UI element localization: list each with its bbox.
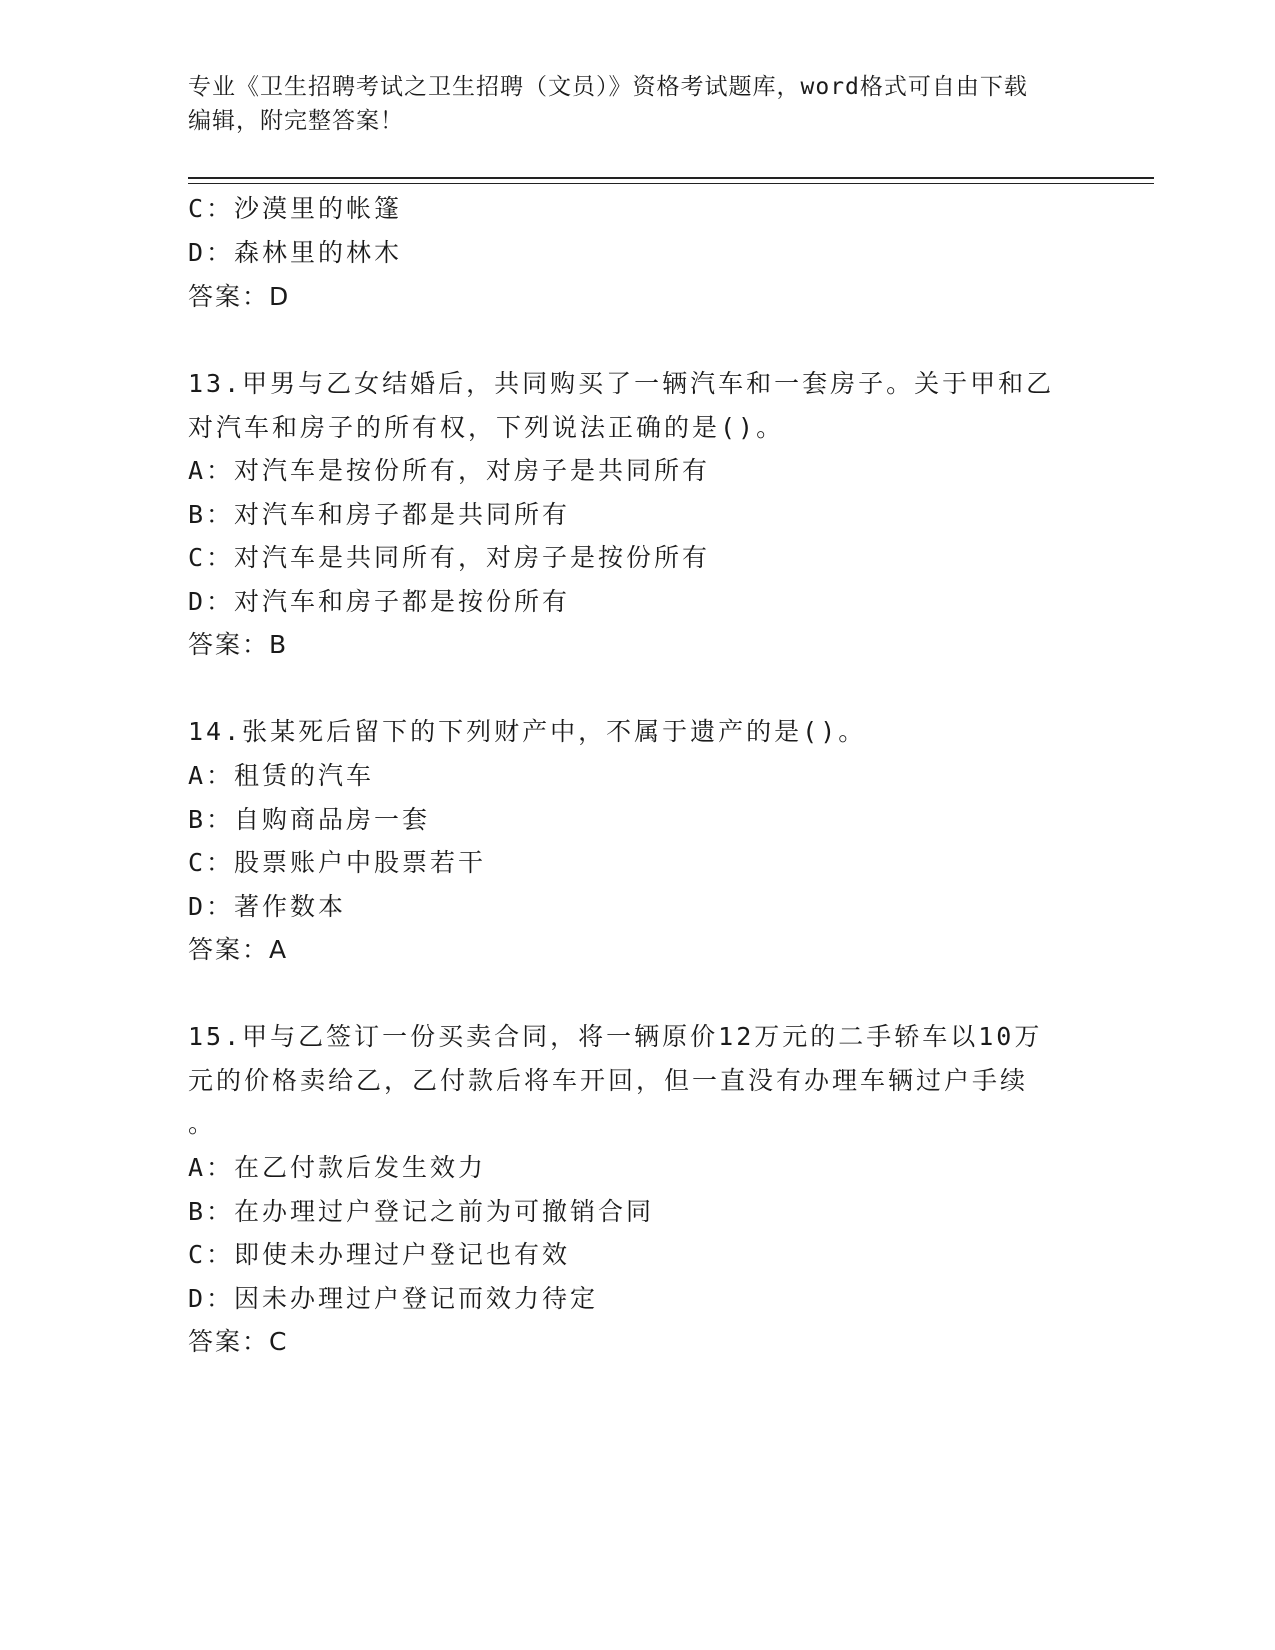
header-line-1: 专业《卫生招聘考试之卫生招聘（文员）》资格考试题库，word格式可自由下载: [188, 74, 1028, 100]
document-header: [188, 70, 1068, 138]
question-14-option-d: D：著作数本: [188, 892, 347, 921]
header-line-2: 编辑，附完整答案！: [188, 108, 404, 134]
header-divider-thin: [188, 183, 1154, 184]
question-14-option-c: C：股票账户中股票若干: [188, 848, 487, 877]
question-15-option-a: A：在乙付款后发生效力: [188, 1153, 487, 1182]
question-14-option-a: A：租赁的汽车: [188, 761, 375, 790]
question-13-option-c: C：对汽车是共同所有，对房子是按份所有: [188, 543, 711, 572]
question-15-stem-line-2: 元的价格卖给乙，乙付款后将车开回，但一直没有办理车辆过户手续: [188, 1066, 1029, 1095]
header-divider-thick: [188, 177, 1154, 179]
option-d: D：森林里的林木: [188, 238, 403, 267]
option-c: C：沙漠里的帐篷: [188, 194, 403, 223]
question-15-option-b: B：在办理过户登记之前为可撤销合同: [188, 1197, 655, 1226]
question-15-option-c: C：即使未办理过户登记也有效: [188, 1240, 571, 1269]
question-15-answer: 答案：C: [188, 1327, 289, 1356]
question-13-option-d: D：对汽车和房子都是按份所有: [188, 587, 571, 616]
question-15-stem-line-3: 。: [188, 1109, 217, 1138]
answer-line: 答案：D: [188, 282, 291, 311]
question-13-stem-line-1: 13.甲男与乙女结婚后，共同购买了一辆汽车和一套房子。关于甲和乙: [188, 369, 1055, 398]
question-15-stem-line-1: 15.甲与乙签订一份买卖合同，将一辆原价12万元的二手轿车以10万: [188, 1022, 1043, 1051]
question-15-option-d: D：因未办理过户登记而效力待定: [188, 1284, 599, 1313]
question-14-stem-line-1: 14.张某死后留下的下列财产中，不属于遗产的是()。: [188, 717, 867, 746]
question-13-answer: 答案：B: [188, 630, 289, 659]
question-13-option-b: B：对汽车和房子都是共同所有: [188, 500, 571, 529]
question-14-option-b: B：自购商品房一套: [188, 805, 431, 834]
question-13-stem-line-2: 对汽车和房子的所有权，下列说法正确的是()。: [188, 413, 785, 442]
question-13-option-a: A：对汽车是按份所有，对房子是共同所有: [188, 456, 711, 485]
question-14-answer: 答案：A: [188, 935, 289, 964]
